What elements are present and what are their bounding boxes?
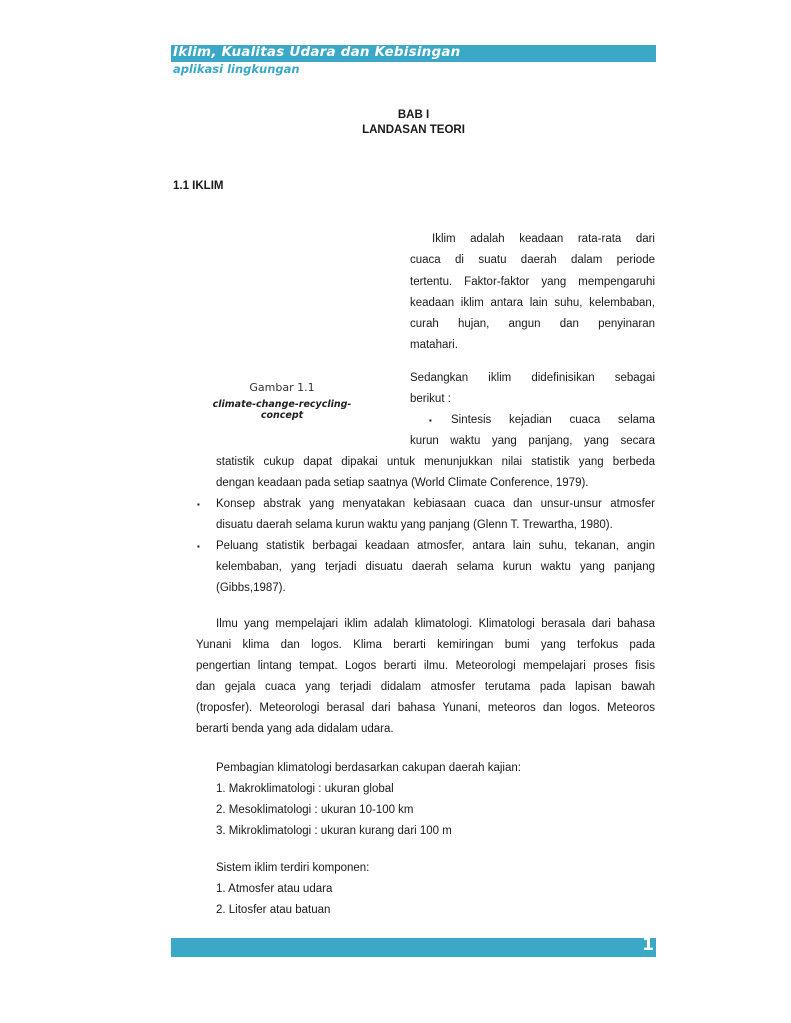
sistem-section bbox=[216, 858, 369, 921]
list-item: 2. Litosfer atau batuan bbox=[216, 904, 331, 916]
text-line: pengertian lintang tempat. Logos berarti ilmu. Meteorologi mempelajari proses fisis bbox=[196, 660, 655, 672]
list-intro: Pembagian klimatologi berdasarkan cakupan daerah kajian: bbox=[216, 762, 521, 774]
section-heading: 1.1 IKLIM bbox=[173, 180, 224, 192]
bullet-item bbox=[197, 494, 655, 536]
document-title: Iklim, Kualitas Udara dan Kebisingan bbox=[173, 44, 461, 60]
text-line: statistik cukup dapat dipakai untuk menunjukkan nilai statistik yang berbeda bbox=[216, 456, 655, 468]
bullet-continuation bbox=[410, 431, 655, 452]
chapter-number: BAB I bbox=[397, 109, 430, 121]
text-line: curah hujan, angun dan penyinaran bbox=[410, 318, 655, 331]
intro-paragraph bbox=[410, 229, 655, 357]
text-line: berikut : bbox=[410, 393, 451, 406]
bullet-marker: ▪ bbox=[429, 416, 432, 425]
text-line: Sedangkan iklim didefinisikan sebagai bbox=[410, 372, 655, 384]
text-line: keadaan iklim antara lain suhu, kelembaban, bbox=[410, 296, 655, 309]
text-line: dengan keadaan pada setiap saatnya (World Climate Conference, 1979). bbox=[216, 477, 589, 489]
document-subtitle: aplikasi lingkungan bbox=[173, 62, 300, 76]
text-line: tertentu. Faktor-faktor yang mempengaruhi bbox=[410, 275, 655, 288]
text-line: Sintesis kejadian cuaca selama bbox=[451, 414, 655, 426]
bullet-marker: ▪ bbox=[197, 542, 200, 551]
list-item: 3. Mikroklimatologi : ukuran kurang dari 100 m bbox=[216, 825, 452, 837]
text-line: kurun waktu yang panjang, yang secara bbox=[410, 435, 655, 447]
page-number: 1 bbox=[642, 935, 654, 955]
bullet-marker: ▪ bbox=[197, 500, 200, 509]
text-line: (Gibbs,1987). bbox=[216, 582, 286, 594]
definition-paragraph bbox=[410, 368, 655, 411]
text-line: disuatu daerah selama kurun waktu yang panjang (Glenn T. Trewartha, 1980). bbox=[216, 519, 613, 531]
list-item: 1. Atmosfer atau udara bbox=[216, 883, 333, 895]
text-line: Iklim adalah keadaan rata-rata dari bbox=[432, 233, 655, 245]
text-line: Yunani klima dan logos. Klima berarti kemiringan bumi yang terfokus pada bbox=[196, 639, 655, 651]
text-line: cuaca di suatu daerah dalam periode bbox=[410, 254, 655, 267]
text-line: Konsep abstrak yang menyatakan kebiasaan cuaca dan unsur-unsur atmosfer bbox=[216, 498, 655, 510]
text-line: Peluang statistik berbagai keadaan atmosfer, antara lain suhu, tekanan, angin bbox=[216, 540, 655, 552]
chapter-title: LANDASAN TEORI bbox=[362, 124, 465, 136]
list-item: 2. Mesoklimatologi : ukuran 10-100 km bbox=[216, 804, 414, 816]
list-item: 1. Makroklimatologi : ukuran global bbox=[216, 783, 394, 795]
text-line: Ilmu yang mempelajari iklim adalah klimatologi. Klimatologi berasala dari bahasa bbox=[216, 618, 655, 630]
text-line: (troposfer). Meteorologi berasal dari bahasa Yunani, meteoros dan logos. Meteoros bbox=[196, 702, 655, 714]
figure-caption: climate-change-recycling-concept bbox=[212, 399, 352, 421]
text-line: berarti benda yang ada didalam udara. bbox=[196, 723, 394, 735]
klimatologi-paragraph bbox=[196, 614, 655, 740]
bullet-continuation bbox=[216, 452, 655, 494]
footer-bar bbox=[171, 938, 656, 957]
bullet-item bbox=[197, 536, 655, 599]
text-line: matahari. bbox=[410, 339, 458, 352]
figure-label: Gambar 1.1 bbox=[249, 381, 315, 394]
pembagian-section bbox=[216, 758, 521, 842]
text-line: kelembaban, yang terjadi disuatu daerah selama kurun waktu yang panjang bbox=[216, 561, 655, 573]
bullet-item bbox=[429, 410, 655, 431]
text-line: dan gejala cuaca yang terjadi didalam atmosfer terutama pada lapisan bawah bbox=[196, 681, 655, 693]
list-intro: Sistem iklim terdiri komponen: bbox=[216, 862, 370, 874]
